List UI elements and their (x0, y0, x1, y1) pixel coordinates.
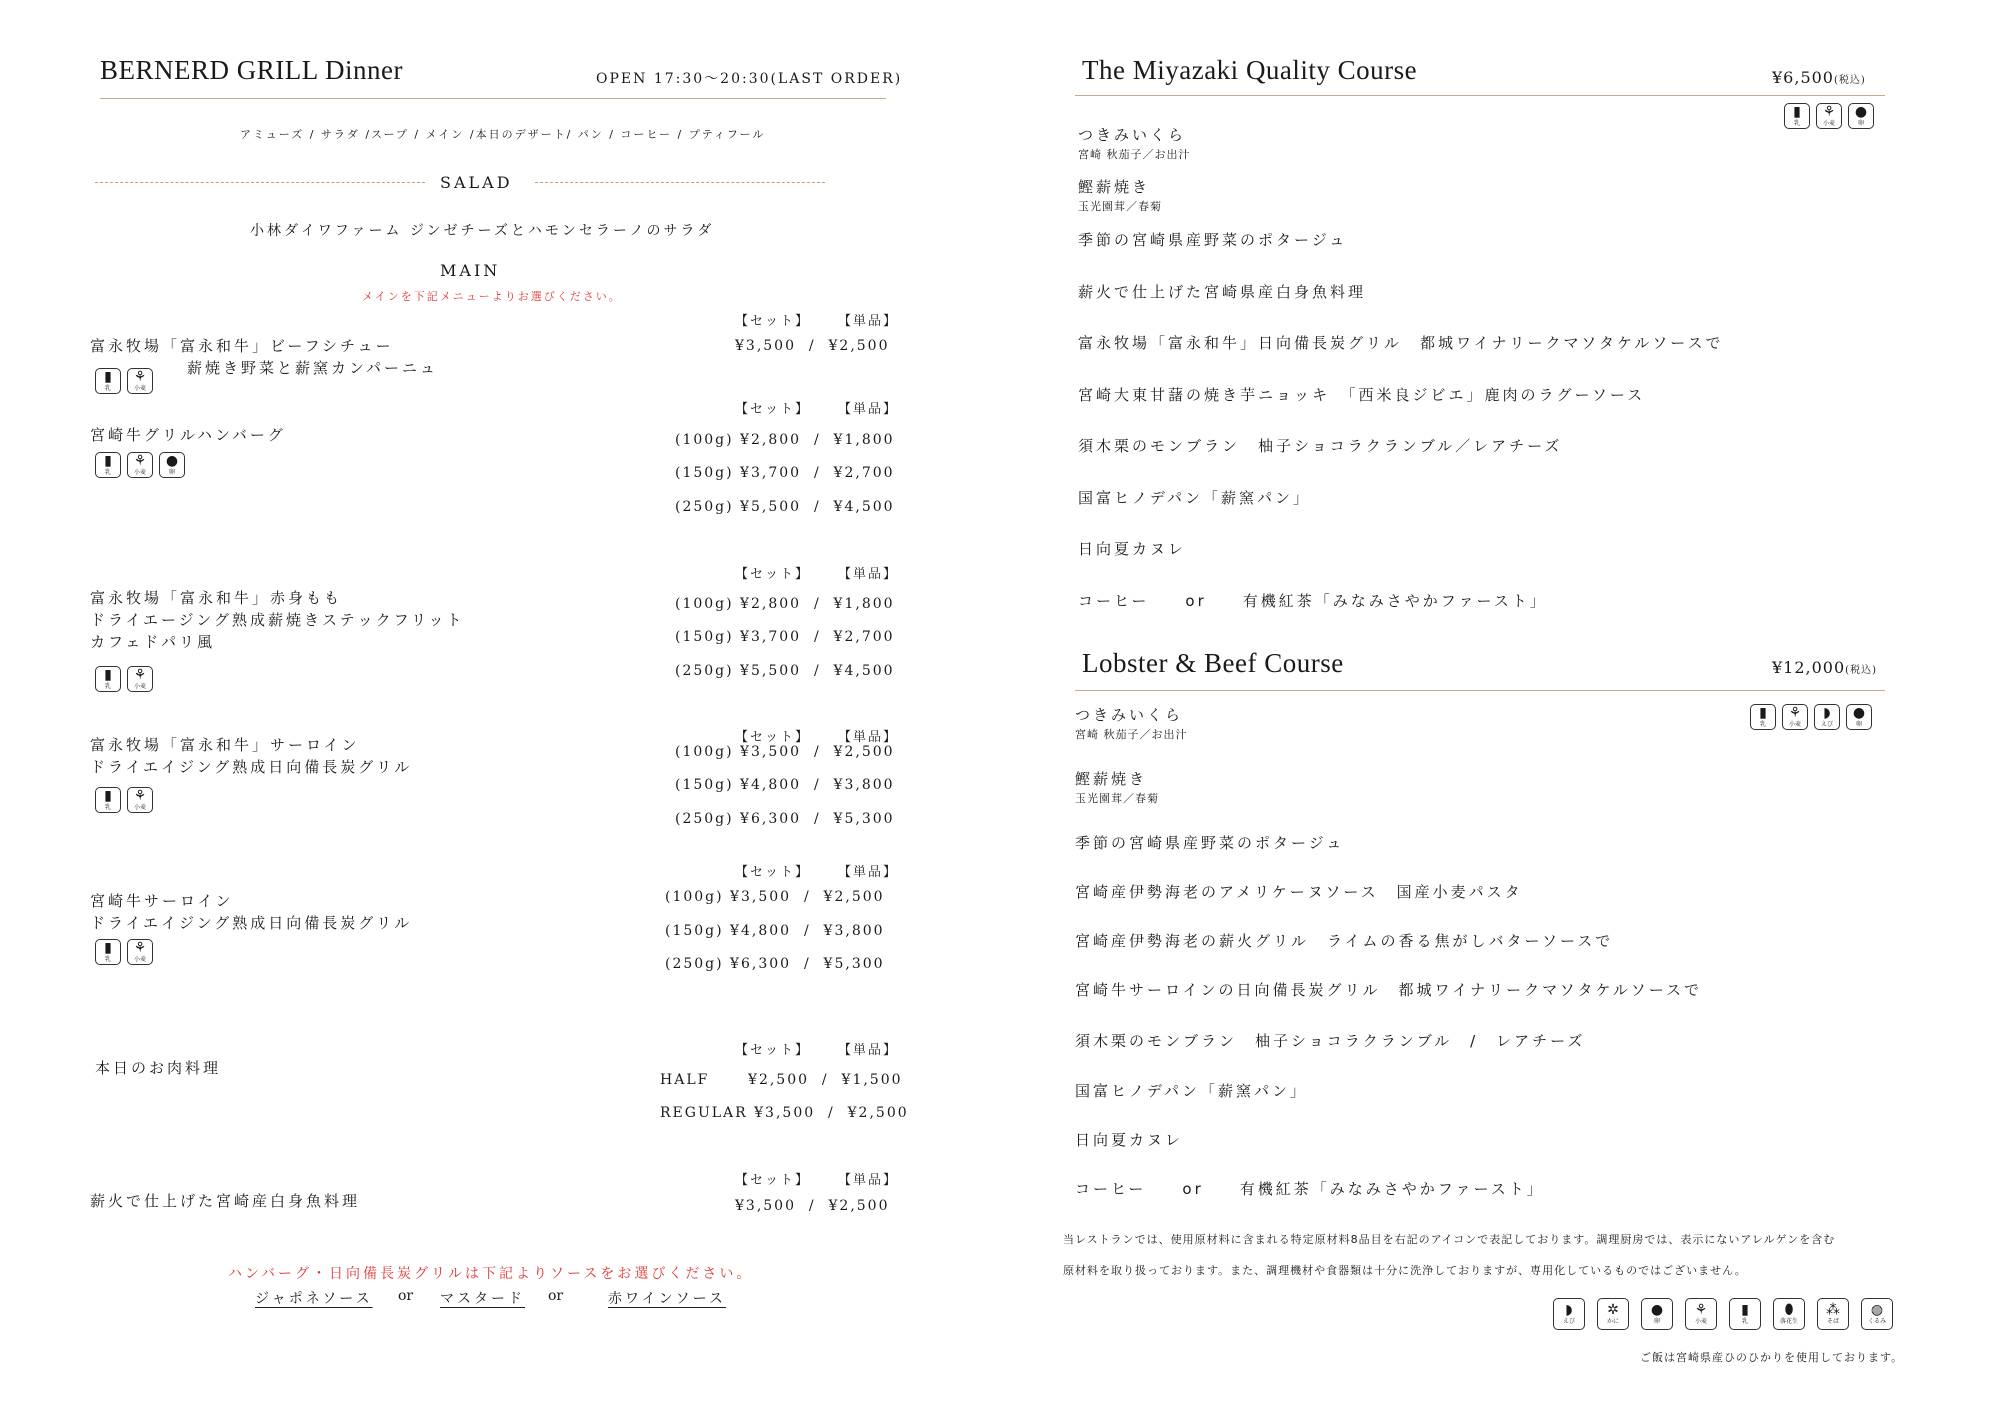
soba-icon: ⁂ そば (1817, 1298, 1849, 1330)
col-single: 【単品】 (838, 1173, 899, 1188)
lobster-title-rule (1075, 690, 1885, 691)
item-akami-sub2: カフェドパリ風 (90, 633, 215, 651)
salad-heading: SALAD (440, 173, 513, 192)
price-akami-150: (150g) ¥3,700 / ¥2,700 (675, 629, 895, 645)
lobster-price-value: ¥12,000 (1772, 658, 1846, 677)
milk-icon: ▮ 乳 (95, 939, 121, 965)
item-akami-sub: ドライエージング熟成薪焼きステックフリット (90, 611, 465, 629)
allergen-note-line1: 当レストランでは、使用原材料に含まれる特定原材料8品目を右記のアイコンで表記しております。調理厨房では、表示にないアレルゲンを含む (1063, 1233, 1836, 1246)
col-set: 【セット】 (735, 402, 811, 417)
price-sirloin-miyazaki-150: (150g) ¥4,800 / ¥3,800 (665, 923, 885, 939)
lobster-item-7: 須木栗のモンブラン 柚子ショコラクランブル / レアチーズ (1075, 1032, 1586, 1050)
miyazaki-item-1-sub: 宮崎 秋茄子／お出汁 (1078, 148, 1191, 161)
allergen-icons (95, 452, 185, 478)
price-white-fish: ¥3,500 / ¥2,500 (735, 1198, 890, 1214)
egg-icon: ● 卵 (1641, 1298, 1673, 1330)
miyazaki-item-3: 季節の宮崎県産野菜のポタージュ (1078, 231, 1348, 249)
item-todays-meat: 本日のお肉料理 (95, 1059, 222, 1077)
sauce-note: ハンバーグ・日向備長炭グリルは下記よりソースをお選びください。 (228, 1266, 754, 1282)
milk-icon: ▮ 乳 (95, 452, 121, 478)
lobster-item-5: 宮崎産伊勢海老の薪火グリル ライムの香る焦がしバターソースで (1075, 932, 1614, 950)
egg-icon: ● 卵 (1846, 704, 1872, 730)
lobster-item-6: 宮崎牛サーロインの日向備長炭グリル 都城ワイナリークマソタケルソースで (1075, 981, 1703, 999)
price-todays-meat-half: HALF ¥2,500 / ¥1,500 (660, 1072, 903, 1088)
wheat-icon: ⚘ 小麦 (127, 666, 153, 692)
col-set: 【セット】 (735, 567, 811, 582)
salad-rule-right (535, 182, 825, 183)
col-single: 【単品】 (838, 567, 899, 582)
milk-icon: ▮ 乳 (1750, 704, 1776, 730)
left-title: BERNERD GRILL Dinner (100, 55, 403, 85)
wheat-icon: ⚘ 小麦 (1782, 704, 1808, 730)
miyazaki-item-6: 宮崎大東甘藷の焼き芋ニョッキ 「西米良ジビエ」鹿肉のラグーソース (1078, 386, 1646, 404)
lobster-item-10: コーヒー or 有機紅茶「みなみさやかファースト」 (1075, 1180, 1545, 1198)
miyazaki-price-value: ¥6,500 (1772, 68, 1834, 87)
wheat-icon: ⚘ 小麦 (127, 939, 153, 965)
col-single: 【単品】 (838, 402, 899, 417)
lobster-item-3: 季節の宮崎県産野菜のポタージュ (1075, 834, 1345, 852)
wheat-icon: ⚘ 小麦 (127, 787, 153, 813)
rice-note: ご飯は宮崎県産ひのひかりを使用しております。 (1640, 1351, 1904, 1364)
price-beef-stew: ¥3,500 / ¥2,500 (735, 338, 890, 354)
item-sirloin-miyazaki: 宮崎牛サーロイン (90, 892, 234, 910)
miyazaki-tax: (税込) (1833, 75, 1866, 86)
lobster-course-title: Lobster & Beef Course (1082, 648, 1344, 678)
egg-icon: ● 卵 (159, 452, 185, 478)
milk-icon: ▮ 乳 (1729, 1298, 1761, 1330)
price-akami-100: (100g) ¥2,800 / ¥1,800 (675, 596, 895, 612)
miyazaki-item-1: つきみいくら (1078, 126, 1187, 144)
miyazaki-item-9: 日向夏カヌレ (1078, 540, 1187, 558)
miyazaki-item-4: 薪火で仕上げた宮崎県産白身魚料理 (1078, 283, 1367, 301)
price-sirloin-wagyu-250: (250g) ¥6,300 / ¥5,300 (675, 811, 895, 827)
lobster-item-4: 宮崎産伊勢海老のアメリケーヌソース 国産小麦パスタ (1075, 883, 1523, 901)
lobster-item-1: つきみいくら (1075, 706, 1184, 724)
price-hamburg-250: (250g) ¥5,500 / ¥4,500 (675, 499, 895, 515)
item-hamburg: 宮崎牛グリルハンバーグ (90, 426, 286, 444)
wheat-icon: ⚘ 小麦 (1816, 103, 1842, 129)
item-sirloin-wagyu: 富永牧場「富永和牛」サーロイン (90, 736, 360, 754)
miyazaki-course-title: The Miyazaki Quality Course (1082, 55, 1418, 85)
peanut-icon: ⬮ 落花生 (1773, 1298, 1805, 1330)
wheat-icon: ⚘ 小麦 (127, 452, 153, 478)
allergen-icons (95, 666, 153, 692)
price-sirloin-miyazaki-100: (100g) ¥3,500 / ¥2,500 (665, 889, 885, 905)
allergen-icons (95, 368, 153, 394)
miyazaki-item-8: 国富ヒノデパン「薪窯パン」 (1078, 489, 1311, 507)
col-set: 【セット】 (735, 1173, 811, 1188)
lobster-item-1-sub: 宮崎 秋茄子／お出汁 (1075, 728, 1188, 741)
price-todays-meat-regular: REGULAR ¥3,500 / ¥2,500 (660, 1105, 909, 1121)
course-structure: アミューズ / サラダ /スープ / メイン /本日のデザート/ パン / コーヒー / プティフール (240, 128, 766, 141)
shrimp-icon: ◗ えび (1553, 1298, 1585, 1330)
main-note: メインを下記メニューよりお選びください。 (362, 290, 622, 303)
price-hamburg-150: (150g) ¥3,700 / ¥2,700 (675, 465, 895, 481)
lobster-item-2: 鰹薪焼き (1075, 770, 1148, 788)
egg-icon: ● 卵 (1848, 103, 1874, 129)
allergen-icons (1750, 704, 1872, 730)
miyazaki-title-rule (1075, 95, 1885, 96)
col-single: 【単品】 (838, 1043, 899, 1058)
miyazaki-item-2: 鰹薪焼き (1078, 178, 1151, 196)
col-set: 【セット】 (735, 1043, 811, 1058)
item-beef-stew-sub: 薪焼き野菜と薪窯カンパーニュ (187, 359, 438, 377)
crab-icon: ✲ かに (1597, 1298, 1629, 1330)
col-set: 【セット】 (735, 314, 811, 329)
lobster-item-9: 日向夏カヌレ (1075, 1131, 1184, 1149)
allergen-icons (1784, 103, 1874, 129)
price-akami-250: (250g) ¥5,500 / ¥4,500 (675, 663, 895, 679)
miyazaki-item-7: 須木栗のモンブラン 柚子ショコラクランブル／レアチーズ (1078, 437, 1563, 455)
col-single: 【単品】 (838, 730, 899, 745)
sauce-or-2: or (548, 1288, 564, 1304)
allergen-icons (95, 939, 153, 965)
item-sirloin-miyazaki-sub: ドライエイジング熟成日向備長炭グリル (90, 914, 413, 932)
lobster-tax: (税込) (1845, 665, 1877, 676)
allergen-note-line2: 原材料を取り扱っております。また、調理機材や食器類は十分に洗浄しておりますが、専用化しているものではございません。 (1063, 1264, 1747, 1277)
main-heading: MAIN (440, 261, 501, 280)
item-white-fish: 薪火で仕上げた宮崎産白身魚料理 (90, 1192, 361, 1210)
shrimp-icon: ◗ えび (1814, 704, 1840, 730)
milk-icon: ▮ 乳 (95, 666, 121, 692)
wheat-icon: ⚘ 小麦 (1685, 1298, 1717, 1330)
col-single: 【単品】 (838, 865, 899, 880)
item-sirloin-wagyu-sub: ドライエイジング熟成日向備長炭グリル (90, 758, 413, 776)
sauce-or-1: or (398, 1288, 414, 1304)
col-set: 【セット】 (735, 865, 811, 880)
milk-icon: ▮ 乳 (1784, 103, 1810, 129)
opening-hours: OPEN 17:30〜20:30(LAST ORDER) (596, 71, 903, 87)
wheat-icon: ⚘ 小麦 (127, 368, 153, 394)
lobster-item-2-sub: 玉光園茸／春菊 (1075, 792, 1159, 805)
milk-icon: ▮ 乳 (95, 368, 121, 394)
miyazaki-item-2-sub: 玉光園茸／春菊 (1078, 200, 1162, 213)
miyazaki-item-10: コーヒー or 有機紅茶「みなみさやかファースト」 (1078, 592, 1548, 610)
miyazaki-item-5: 富永牧場「富永和牛」日向備長炭グリル 都城ワイナリークマソタケルソースで (1078, 334, 1724, 352)
salad-rule-left (95, 182, 425, 183)
lobster-course-price (1772, 658, 1877, 677)
salad-item: 小林ダイワファーム ジンゼチーズとハモンセラーノのサラダ (250, 223, 715, 239)
col-single: 【単品】 (838, 314, 899, 329)
price-sirloin-wagyu-150: (150g) ¥4,800 / ¥3,800 (675, 777, 895, 793)
col-set: 【セット】 (735, 730, 811, 745)
sauce-red-wine: 赤ワインソース (608, 1291, 726, 1307)
miyazaki-course-price (1772, 68, 1866, 87)
sauce-japonais: ジャポネソース (255, 1291, 373, 1307)
price-sirloin-miyazaki-250: (250g) ¥6,300 / ¥5,300 (665, 956, 885, 972)
item-beef-stew: 富永牧場「富永和牛」ビーフシチュー (90, 337, 394, 355)
price-hamburg-100: (100g) ¥2,800 / ¥1,800 (675, 432, 895, 448)
sauce-mustard: マスタード (440, 1291, 525, 1307)
lobster-item-8: 国富ヒノデパン「薪窯パン」 (1075, 1082, 1308, 1100)
price-sirloin-wagyu-100: (100g) ¥3,500 / ¥2,500 (675, 744, 895, 760)
allergen-icons (95, 787, 153, 813)
walnut-icon: ◍ くるみ (1861, 1298, 1893, 1330)
item-akami: 富永牧場「富永和牛」赤身もも (90, 589, 343, 607)
left-title-rule (100, 98, 886, 99)
milk-icon: ▮ 乳 (95, 787, 121, 813)
allergen-legend (1553, 1298, 1893, 1330)
